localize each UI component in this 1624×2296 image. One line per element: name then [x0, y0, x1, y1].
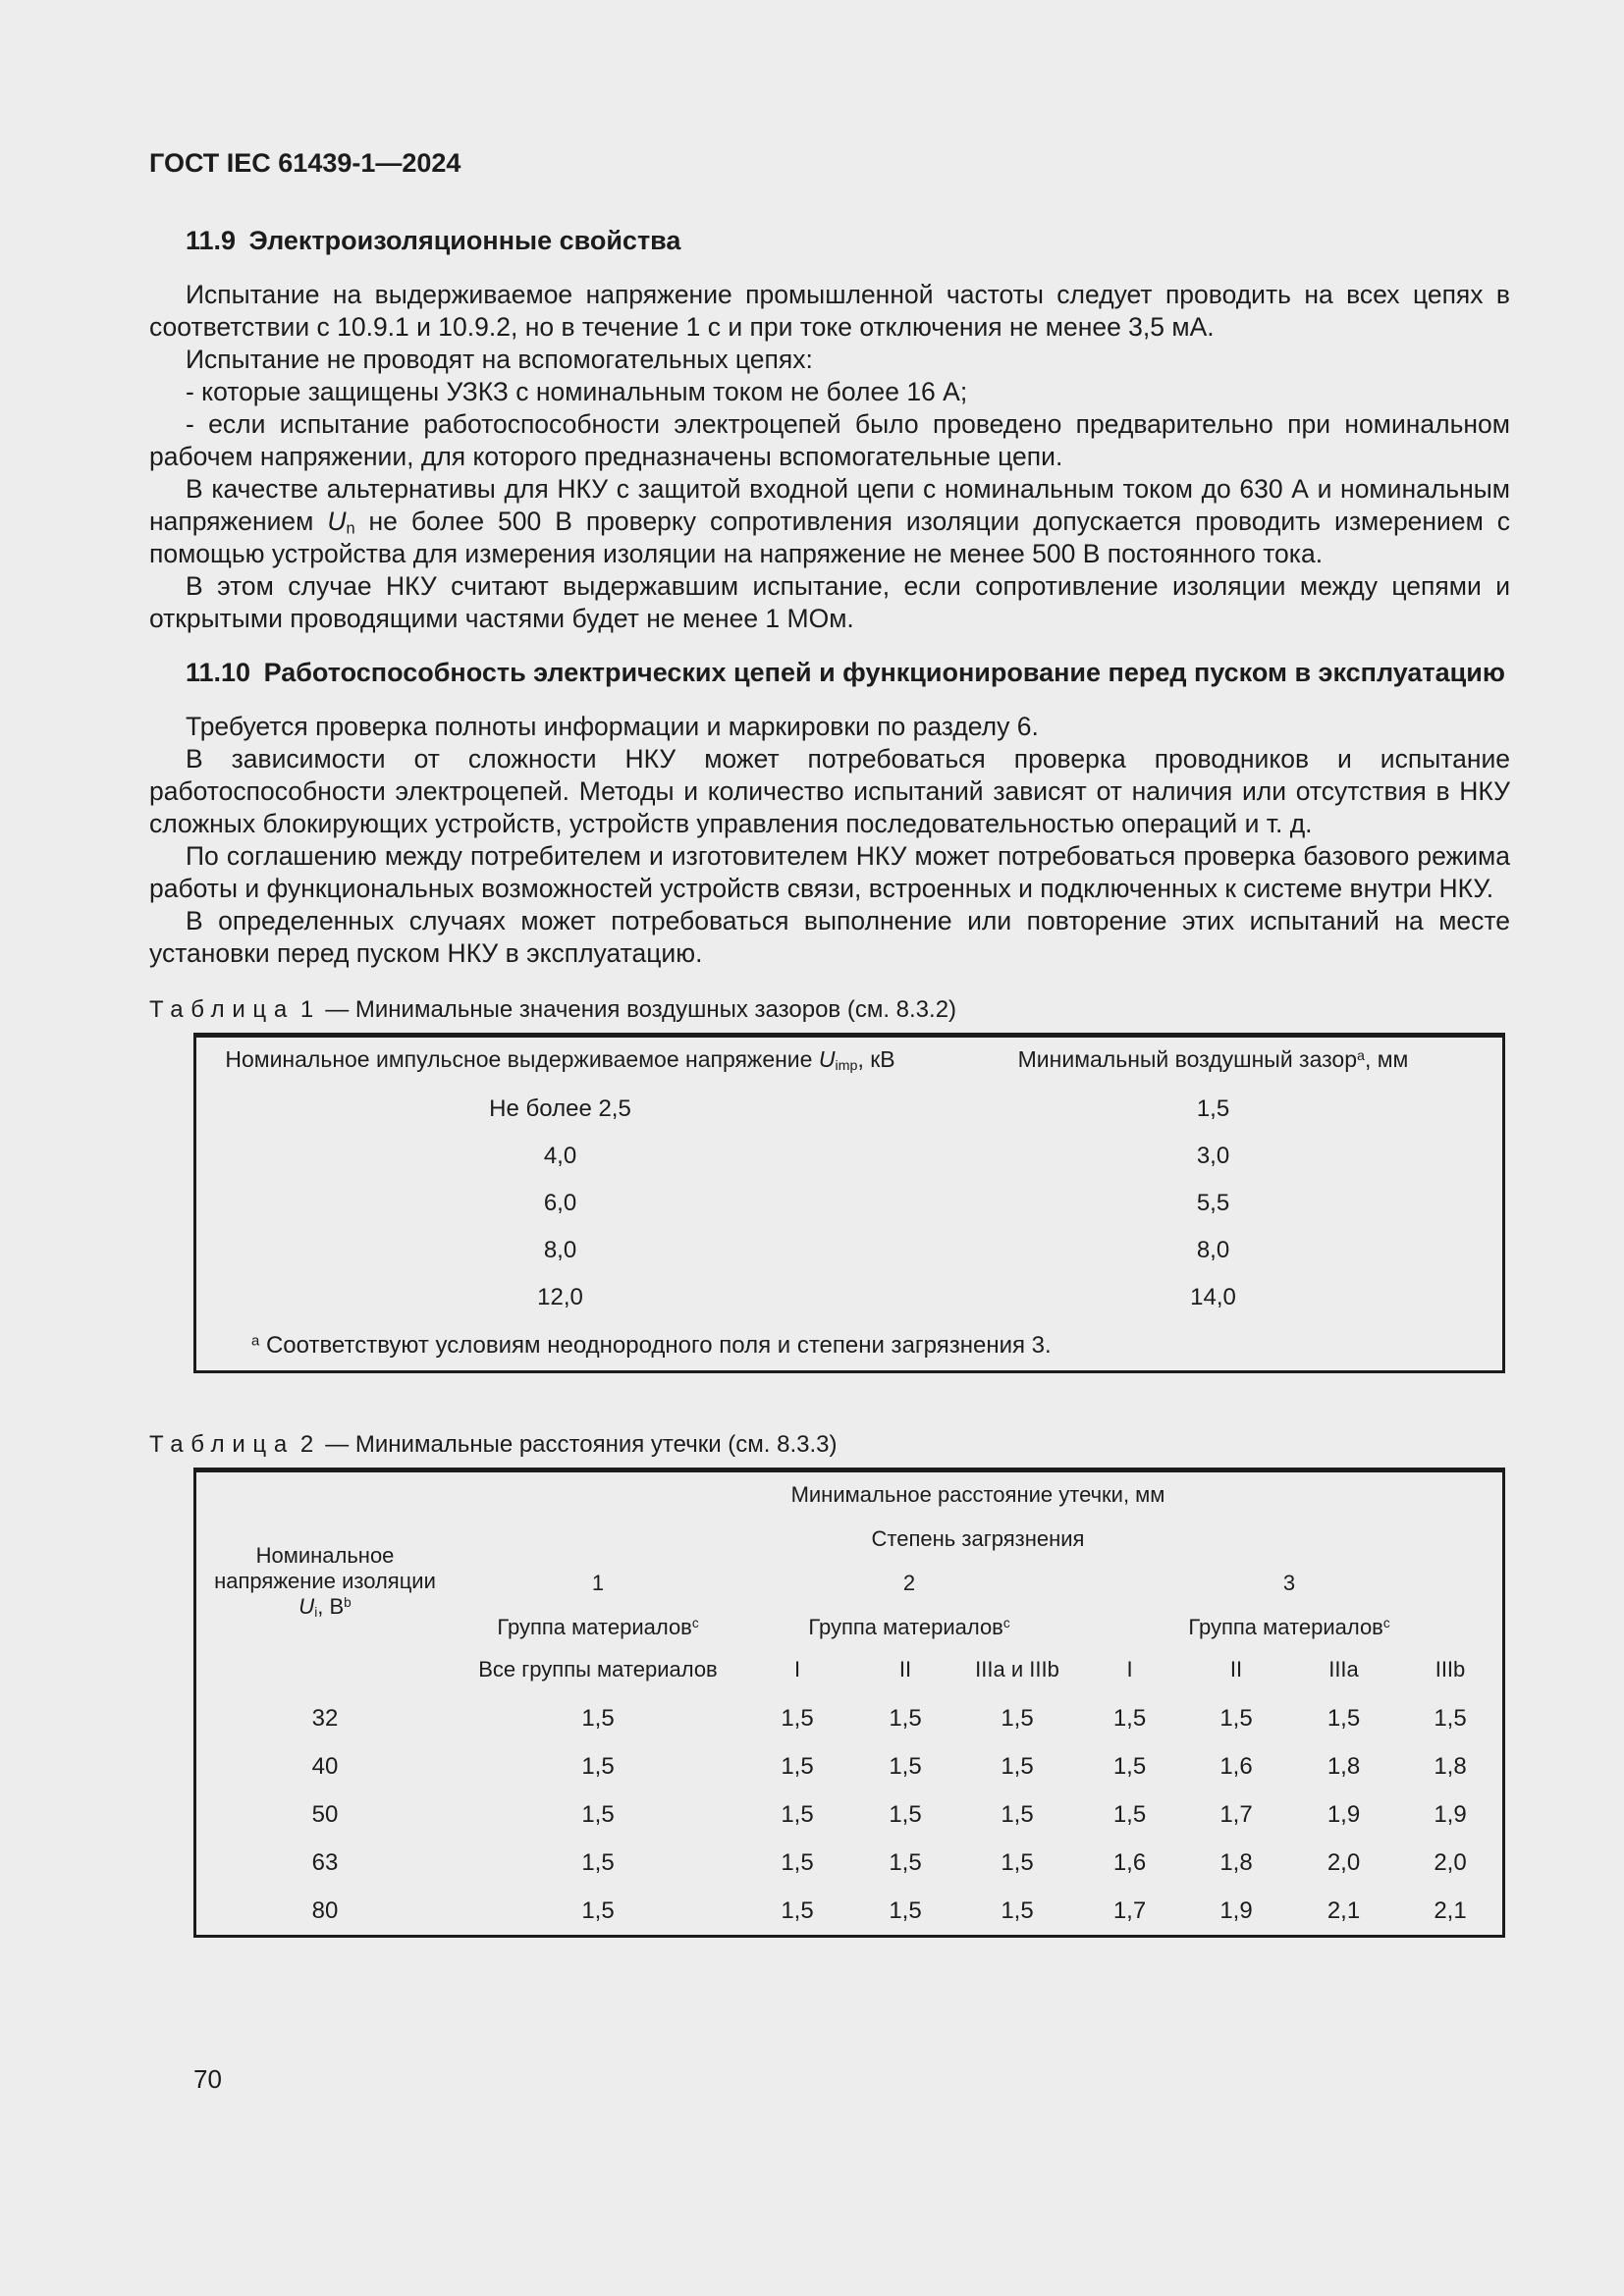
- table1-col1-header: Номинальное импульсное выдерживаемое напряжение Uimp, кВ: [225, 1045, 895, 1074]
- section-heading: 11.9 Электроизоляционные свойства: [186, 226, 681, 255]
- table-cell: 63: [311, 1848, 339, 1876]
- material-group-label: Группа материалов$^c$: [497, 1614, 699, 1639]
- page-number: 70: [193, 2064, 222, 2094]
- material-group-label: Группа материалов$^c$: [808, 1614, 1010, 1639]
- table-cell: 8,0: [543, 1237, 577, 1263]
- table-cell: 1,9: [1434, 1800, 1467, 1828]
- table-cell: 1,5: [889, 1800, 922, 1828]
- table-cell: 1,5: [1196, 1095, 1230, 1122]
- table-cell: 1,7: [1112, 1896, 1147, 1924]
- table-row: [196, 1133, 1502, 1180]
- paragraph: В зависимости от сложности НКУ может потребоваться проверка проводников и испытание работоспособности электроцепей. Методы и количество испытаний зависят от наличия или отсутствия в НКУ сложных блокирующих устройств, устройств управления последовательностью операций и т. д.: [149, 744, 1510, 838]
- material-col-header: I: [1126, 1656, 1133, 1682]
- material-col-header: II: [1229, 1656, 1243, 1682]
- table-cell: 4,0: [543, 1143, 577, 1169]
- table1-body: [196, 1086, 1502, 1321]
- table2-pollution-title: Степень загрязнения: [871, 1525, 1085, 1551]
- table-cell: 1,8: [1434, 1752, 1467, 1780]
- pollution-degree-3: 3: [1282, 1570, 1296, 1595]
- table-cell: 5,5: [1196, 1190, 1230, 1216]
- table-cell: 1,5: [1434, 1704, 1467, 1732]
- paragraph: Испытание не проводят на вспомогательных цепях:: [186, 345, 813, 374]
- table-cell: 1,6: [1219, 1752, 1253, 1780]
- table-cell: 1,5: [781, 1704, 814, 1732]
- paragraph: В качестве альтернативы для НКУ с защитой входной цепи с номинальным током до 630 А и номинальным напряжением Un не более 500 В проверку сопротивления изоляции допускается проводить измерением с помощью устройства для измерения изоляции на напряжение не менее 500 В постоянного тока.: [149, 474, 1510, 568]
- paragraph: В этом случае НКУ считают выдержавшим испытание, если сопротивление изоляции между цепями и открытыми проводящими частями будет не менее 1 МОм.: [149, 571, 1510, 633]
- table-cell: 1,5: [1326, 1704, 1361, 1732]
- table-cell: 1,5: [1001, 1752, 1034, 1780]
- table-cell: 1,5: [581, 1704, 615, 1732]
- table-cell: 1,5: [781, 1896, 814, 1924]
- section-heading: 11.10 Работоспособность электрических цепей и функционирование перед пуском в эксплуатацию: [186, 658, 1505, 687]
- table-cell: 1,5: [1001, 1896, 1034, 1924]
- table-cell: 1,5: [581, 1848, 615, 1876]
- table-cell: 2,0: [1326, 1848, 1361, 1876]
- table-cell: 12,0: [537, 1284, 583, 1310]
- table-cell: 80: [311, 1896, 339, 1924]
- table-cell: 6,0: [543, 1190, 577, 1216]
- table-cell: 1,8: [1219, 1848, 1253, 1876]
- table-row: [196, 1742, 1502, 1790]
- table2-body: [196, 1694, 1502, 1935]
- table-cell: 1,5: [1219, 1704, 1253, 1732]
- table-cell: 1,5: [781, 1800, 814, 1828]
- table-cell: 1,5: [1112, 1752, 1147, 1780]
- table-row: [196, 1790, 1502, 1839]
- table2-caption-number: 2: [299, 1431, 314, 1458]
- table-row: [196, 1274, 1502, 1321]
- table-cell: 1,5: [1112, 1800, 1147, 1828]
- table-row: [196, 1180, 1502, 1227]
- table2-span-title: Минимальное расстояние утечки, мм: [790, 1481, 1165, 1507]
- material-group-label: Группа материалов$^c$: [1188, 1614, 1390, 1639]
- material-col-header: I: [793, 1656, 801, 1682]
- table-cell: 1,5: [1001, 1800, 1034, 1828]
- sections: [149, 225, 1510, 970]
- table-creepage-distances: [193, 1468, 1505, 1938]
- table-cell: 1,5: [889, 1848, 922, 1876]
- table-cell: 1,5: [581, 1800, 615, 1828]
- table-cell: 1,5: [1001, 1848, 1034, 1876]
- table-cell: 1,5: [781, 1848, 814, 1876]
- table1-col2-header: Минимальный воздушный зазор$^a$, мм: [1017, 1045, 1409, 1072]
- material-col-header: II: [898, 1656, 912, 1682]
- table-cell: 1,5: [1001, 1704, 1034, 1732]
- table-cell: 1,9: [1326, 1800, 1361, 1828]
- paragraph: По соглашению между потребителем и изготовителем НКУ может потребоваться проверка базового режима работы и функциональных возможностей устройств связи, встроенных и подключенных к системе внутри НКУ.: [149, 841, 1510, 903]
- paragraph: - если испытание работоспособности электроцепей было проведено предварительно при номинальном рабочем напряжении, для которого предназначены вспомогательные цепи.: [149, 409, 1510, 471]
- table-cell: 1,8: [1326, 1752, 1361, 1780]
- table1-caption-text: — Минимальные значения воздушных зазоров (см. 8.3.2): [325, 996, 957, 1023]
- table-cell: 1,5: [889, 1752, 922, 1780]
- paragraph: В определенных случаях может потребоваться выполнение или повторение этих испытаний на месте установки перед пуском НКУ в эксплуатацию.: [149, 906, 1510, 968]
- table-cell: 8,0: [1196, 1237, 1230, 1263]
- table-cell: 2,1: [1434, 1896, 1467, 1924]
- table2-caption-word: Таблица: [149, 1431, 295, 1458]
- table1-caption: [149, 995, 1510, 1025]
- table1-caption-word: Таблица: [149, 996, 295, 1023]
- table2-caption: [149, 1430, 1510, 1460]
- material-col-header: IIIa и IIIb: [975, 1656, 1059, 1682]
- pollution-degree-1: 1: [591, 1570, 605, 1595]
- table-row: [196, 1839, 1502, 1887]
- table-cell: Не более 2,5: [489, 1095, 631, 1122]
- table-cell: 2,0: [1434, 1848, 1467, 1876]
- paragraph: - которые защищены УЗКЗ с номинальным током не более 16 А;: [186, 377, 968, 406]
- table2-caption-text: — Минимальные расстояния утечки (см. 8.3.3): [325, 1431, 838, 1458]
- table-air-clearances: [193, 1033, 1505, 1373]
- doc-header: ГОСТ IEC 61439-1—2024: [149, 148, 461, 178]
- table2-col1-header: Номинальное напряжение изоляции Ui, $В^b$: [214, 1542, 436, 1620]
- material-col-header: IIIa: [1328, 1656, 1359, 1682]
- table-cell: 1,6: [1112, 1848, 1147, 1876]
- table-cell: 1,5: [581, 1896, 615, 1924]
- paragraph: Требуется проверка полноты информации и маркировки по разделу 6.: [186, 712, 1039, 741]
- table-cell: 14,0: [1190, 1284, 1236, 1310]
- table-cell: 3,0: [1196, 1143, 1230, 1169]
- table-cell: 40: [311, 1752, 339, 1780]
- table-row: [196, 1694, 1502, 1742]
- table-cell: 32: [311, 1704, 339, 1732]
- table-cell: 1,5: [889, 1704, 922, 1732]
- table-cell: 50: [311, 1800, 339, 1828]
- paragraph: Испытание на выдерживаемое напряжение промышленной частоты следует проводить на всех цепях в соответствии с 10.9.1 и 10.9.2, но в течение 1 с и при токе отключения не менее 3,5 мА.: [149, 280, 1510, 342]
- table-cell: 1,5: [781, 1752, 814, 1780]
- table-cell: 2,1: [1326, 1896, 1361, 1924]
- table-row: [196, 1227, 1502, 1274]
- pollution-degree-2: 2: [902, 1570, 916, 1595]
- table-cell: 1,9: [1219, 1896, 1253, 1924]
- table-cell: 1,7: [1219, 1800, 1253, 1828]
- table-cell: 1,5: [581, 1752, 615, 1780]
- table-cell: 1,5: [1112, 1704, 1147, 1732]
- table-cell: 1,5: [889, 1896, 922, 1924]
- table-row: [196, 1887, 1502, 1935]
- material-col-header: IIIb: [1435, 1656, 1466, 1682]
- table1-footnote: $^a$ Соответствуют условиям неоднородного поля и степени загрязнения 3.: [251, 1332, 1052, 1359]
- table-row: [196, 1086, 1502, 1133]
- table1-caption-number: 1: [299, 996, 314, 1023]
- material-col-header: Все группы материалов: [478, 1656, 718, 1682]
